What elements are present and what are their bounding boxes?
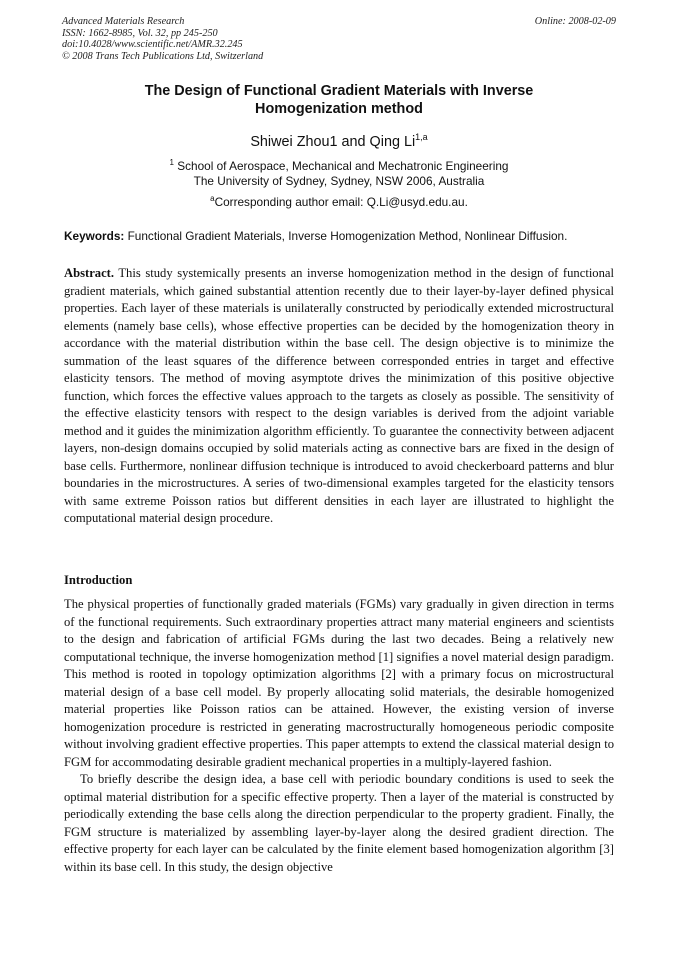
author-list xyxy=(62,128,616,151)
doi-line: doi:10.4028/www.scientific.net/AMR.32.245 xyxy=(62,39,243,51)
keywords-label: Keywords: xyxy=(64,229,125,243)
email-text: Corresponding author email: Q.Li@usyd.edu.au. xyxy=(214,194,468,209)
affiliation-line-2: The University of Sydney, Sydney, NSW 2006, Australia xyxy=(193,173,485,188)
affiliation-line-1: School of Aerospace, Mechanical and Mechatronic Engineering xyxy=(174,158,509,173)
keywords xyxy=(64,229,614,244)
intro-paragraph-1: The physical properties of functionally graded materials (FGMs) vary gradually in given direction in terms of the functional requirements. Such extraordinary properties attract many material engineers and scientists to the design and fabrication of artificial FGMs during the last two decades. Being a relatively new computational technique, the inverse homogenization method [1] signifies a novel material design paradigm. This method is rooted in topology optimization algorithms [2] with a primary focus on microstructural material design of a base cell model. By properly allocating solid materials, the desirable homogenized material properties like Poisson ratios can be attained. However, the existing version of inverse homogenization procedure is restricted in generating macrostructurally homogeneous periodic composite without involving gradient effective properties. This paper attempts to extend the classical material design to FGM for accommodating desirable gradient mechanical properties in a multiply-layered fashion. xyxy=(64,597,614,769)
journal-header xyxy=(62,16,616,62)
corresponding-email xyxy=(62,191,616,210)
intro-paragraph-2: To briefly describe the design idea, a base cell with periodic boundary conditions is used to seek the optimal material distribution for a specific effective property. Then a layer of the material is constructed by periodically extending the base cells along the direction perpendicular to the property gradient. Finally, the FGM structure is materialized by assembling layer-by-layer along the desired gradient direction. The effective property for each layer can be calculated by the finite element based homogenization algorithm [3] within its base cell. In this study, the design objective xyxy=(64,772,614,874)
keywords-text: Functional Gradient Materials, Inverse Homogenization Method, Nonlinear Diffusion. xyxy=(124,229,568,243)
issn-line: ISSN: 1662-8985, Vol. 32, pp 245-250 xyxy=(62,27,218,39)
author-conjunction: and xyxy=(337,133,370,150)
affiliation-mark: 1 xyxy=(169,158,174,167)
abstract-label: Abstract. xyxy=(64,266,115,280)
author-2-affiliation-mark: 1,a xyxy=(415,132,428,142)
online-date: Online: 2008-02-09 xyxy=(534,16,616,27)
abstract-text: This study systemically presents an inverse homogenization method in the design of functional gradient materials, which gained substantial attention recently due to their layer-by-layer defined physical properties. Each layer of these materials is unilaterally constructed by periodically extended microstructural elements (namely base cells), whose effective properties can be decided by the homogenization theory in accordance with the material distribution within the base cell. The design objective is to minimize the summation of the least squares of the difference between corresponded entries in target and effective elasticity tensors. The method of moving asymptote drives the minimization of this positive objective function, which forces the effective values approach to the targets as closely as possible. The sensitivity of the effective elasticity tensors with respect to the design variables is derived from the adjoint variable method and it guides the minimization algorithm efficiently. To guarantee the connectivity between adjacent layers, non-design domains occupied by solid materials acting as connective bars are fixed in the design of base cells. Furthermore, nonlinear diffusion technique is introduced to avoid checkerboard patterns and blur boundaries in the microstructures. A series of two-dimensional examples targeted for the elasticity tensors with same extreme Poisson ratios but different densities in each layer are illustrated to highlight the computational material design procedure. xyxy=(64,266,614,525)
introduction-heading: Introduction xyxy=(64,573,133,587)
author-2: Qing Li xyxy=(369,133,416,150)
email-mark: a xyxy=(210,194,215,203)
paper-title xyxy=(62,82,616,118)
introduction-body xyxy=(64,596,614,876)
title-line-2: Homogenization method xyxy=(255,101,423,117)
title-line-1: The Design of Functional Gradient Materials with Inverse xyxy=(144,83,534,99)
author-1: Shiwei Zhou1 xyxy=(250,133,338,150)
copyright-line: © 2008 Trans Tech Publications Ltd, Switzerland xyxy=(62,50,264,62)
abstract xyxy=(64,265,614,528)
journal-name: Advanced Materials Research xyxy=(62,16,185,27)
affiliation xyxy=(62,155,616,189)
